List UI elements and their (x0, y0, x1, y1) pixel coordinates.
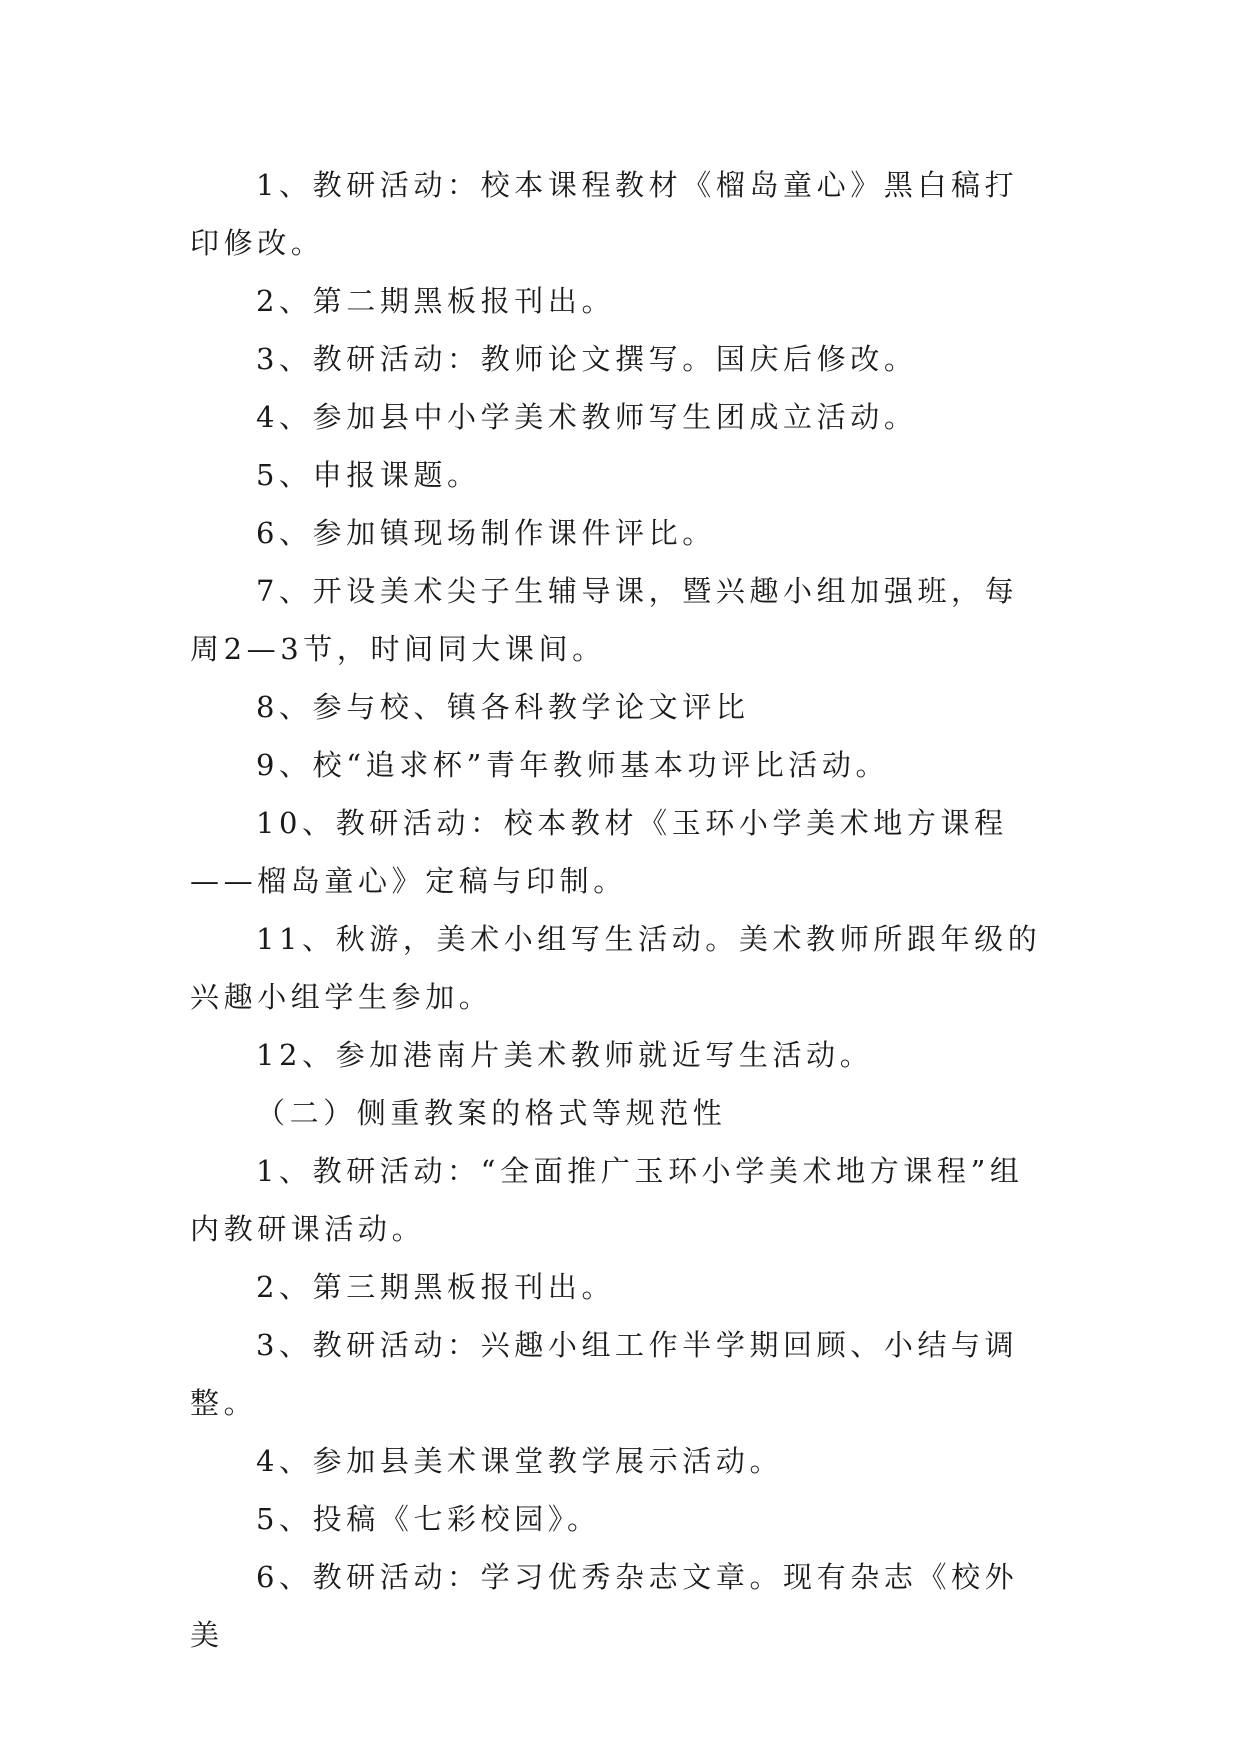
paragraph: 10、教研活动：校本教材《玉环小学美术地方课程——榴岛童心》定稿与印制。 (190, 806, 1008, 898)
paragraph: 9、校“追求杯”青年教师基本功评比活动。 (256, 748, 890, 782)
paragraph: 12、参加港南片美术教师就近写生活动。 (256, 1038, 874, 1072)
paragraph: 4、参加县中小学美术教师写生团成立活动。 (256, 400, 918, 434)
section-heading: （二）侧重教案的格式等规范性 (256, 1096, 727, 1130)
paragraph: 6、参加镇现场制作课件评比。 (256, 516, 716, 550)
paragraph: 4、参加县美术课堂教学展示活动。 (256, 1444, 784, 1478)
document-body (190, 156, 1050, 1664)
paragraph: 5、投稿《七彩校园》。 (256, 1502, 601, 1536)
paragraph: 2、第二期黑板报刊出。 (256, 284, 616, 318)
paragraph: 1、教研活动：校本课程教材《榴岛童心》黑白稿打印修改。 (190, 168, 1019, 260)
paragraph: 3、教研活动：教师论文撰写。国庆后修改。 (256, 342, 918, 376)
paragraph: 5、申报课题。 (256, 458, 481, 492)
paragraph: 11、秋游，美术小组写生活动。美术教师所跟年级的兴趣小组学生参加。 (190, 922, 1042, 1014)
paragraph: 7、开设美术尖子生辅导课，暨兴趣小组加强班，每周2—3节，时间同大课间。 (190, 574, 1019, 666)
paragraph: 1、教研活动：“全面推广玉环小学美术地方课程”组内教研课活动。 (190, 1154, 1024, 1246)
paragraph: 3、教研活动：兴趣小组工作半学期回顾、小结与调整。 (190, 1328, 1019, 1420)
paragraph: 2、第三期黑板报刊出。 (256, 1270, 616, 1304)
paragraph: 6、教研活动：学习优秀杂志文章。现有杂志《校外美 (190, 1560, 1019, 1652)
paragraph: 8、参与校、镇各科教学论文评比 (256, 690, 750, 724)
